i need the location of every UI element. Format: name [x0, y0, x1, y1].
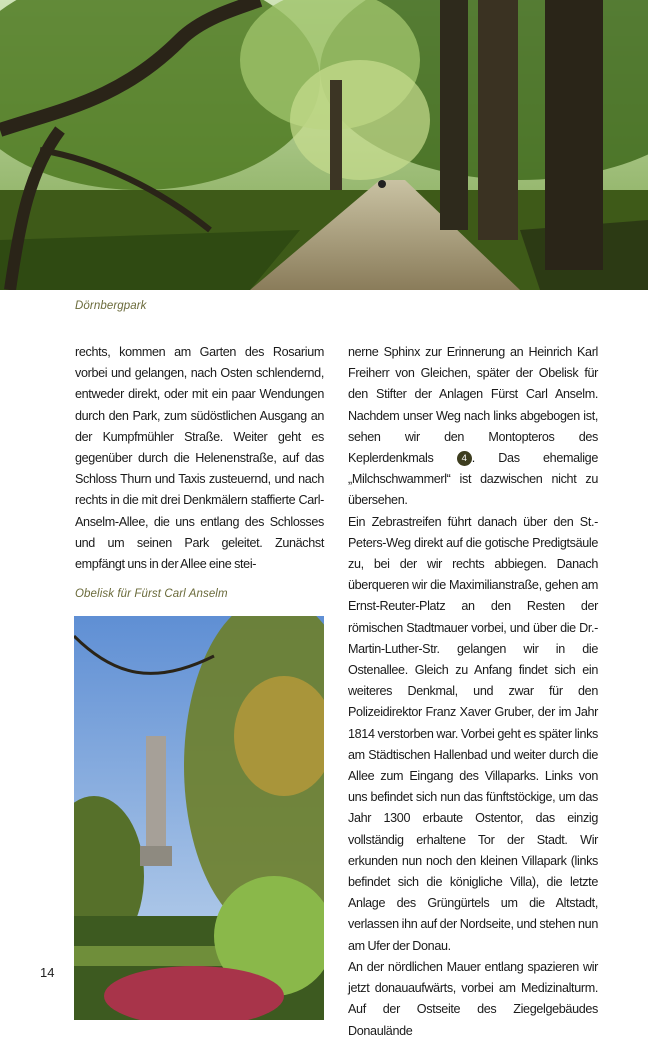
paragraph-text: nerne Sphinx zur Erinnerung an Heinrich Karl Freiherr von Gleichen, später der Obelisk für den Stifter der Anlagen Fürst Carl Anselm. Nachdem unser Weg nach links abgebogen ist, sehen wir den Montopteros des Keplerdenkmals	[348, 345, 598, 466]
paragraph: An der nördlichen Mauer entlang spazieren wir jetzt donauaufwärts, vorbei am Medizinalturm. Auf der Ostseite des Ziegelgebäudes Donaulände	[348, 959, 598, 1038]
obelisk-photo	[74, 616, 324, 1020]
text-column-left	[75, 342, 324, 575]
paragraph	[348, 342, 598, 512]
map-marker-badge: 4	[457, 451, 472, 466]
paragraph-text: . Das ehemalige „Milchschwammerl“ ist dazwischen nicht zu übersehen.	[348, 451, 598, 508]
text-column-right	[348, 342, 598, 1042]
paragraph: rechts, kommen am Garten des Rosarium vorbei und gelangen, nach Osten schlendernd, entweder direkt, oder mit ein paar Wendungen durch den Park, zum südöstlichen Ausgang an der Kumpfmühler Straße. Weiter geht es gegenüber durch die Helenenstraße, auf das Schloss Thurn und Taxis zusteuernd, und nach rechts in die mit drei Denkmälern staffierte Carl-Anselm-Allee, die uns entlang des Schlosses und um seinen Park geleitet. Zunächst empfängt uns in der Allee eine stei-	[75, 345, 324, 572]
paragraph: Ein Zebrastreifen führt danach über den St.-Peters-Weg direkt auf die gotische Predigtsäule zu, bei der wir rechts abbiegen. Danach überqueren wir die Maximilianstraße, gehen am Ernst-Reuter-Platz an den Resten der römischen Stadtmauer vorbei, und über die Dr.-Martin-Luther-Str. gelangen wir in die Ostenallee. Gleich zu Anfang findet sich ein weiteres Denkmal, und zwar für den Polizeidirektor Franz Xaver Gruber, der im Jahr 1814 verstorben war. Vorbei geht es später links am Städtischen Hallenbad und weiter durch die Allee zum Eingang des Villaparks. Links von uns befindet sich nun das fünftstöckige, um das Jahr 1300 erbaute Ostentor, das einzig vollständig erhaltene Tor der Stadt. Wir erkunden nun noch den kleinen Villapark (links befindet sich die königliche Villa), die letzte Anlage des Grüngürtels um die Altstadt, verlassen ihn auf der Nordseite, und stehen nun am Ufer der Donau.	[348, 514, 598, 953]
photo-caption: Dörnbergpark	[75, 300, 147, 312]
photo-caption: Obelisk für Fürst Carl Anselm	[75, 588, 228, 600]
page-number: 14	[40, 965, 55, 980]
park-path-photo	[0, 0, 648, 290]
